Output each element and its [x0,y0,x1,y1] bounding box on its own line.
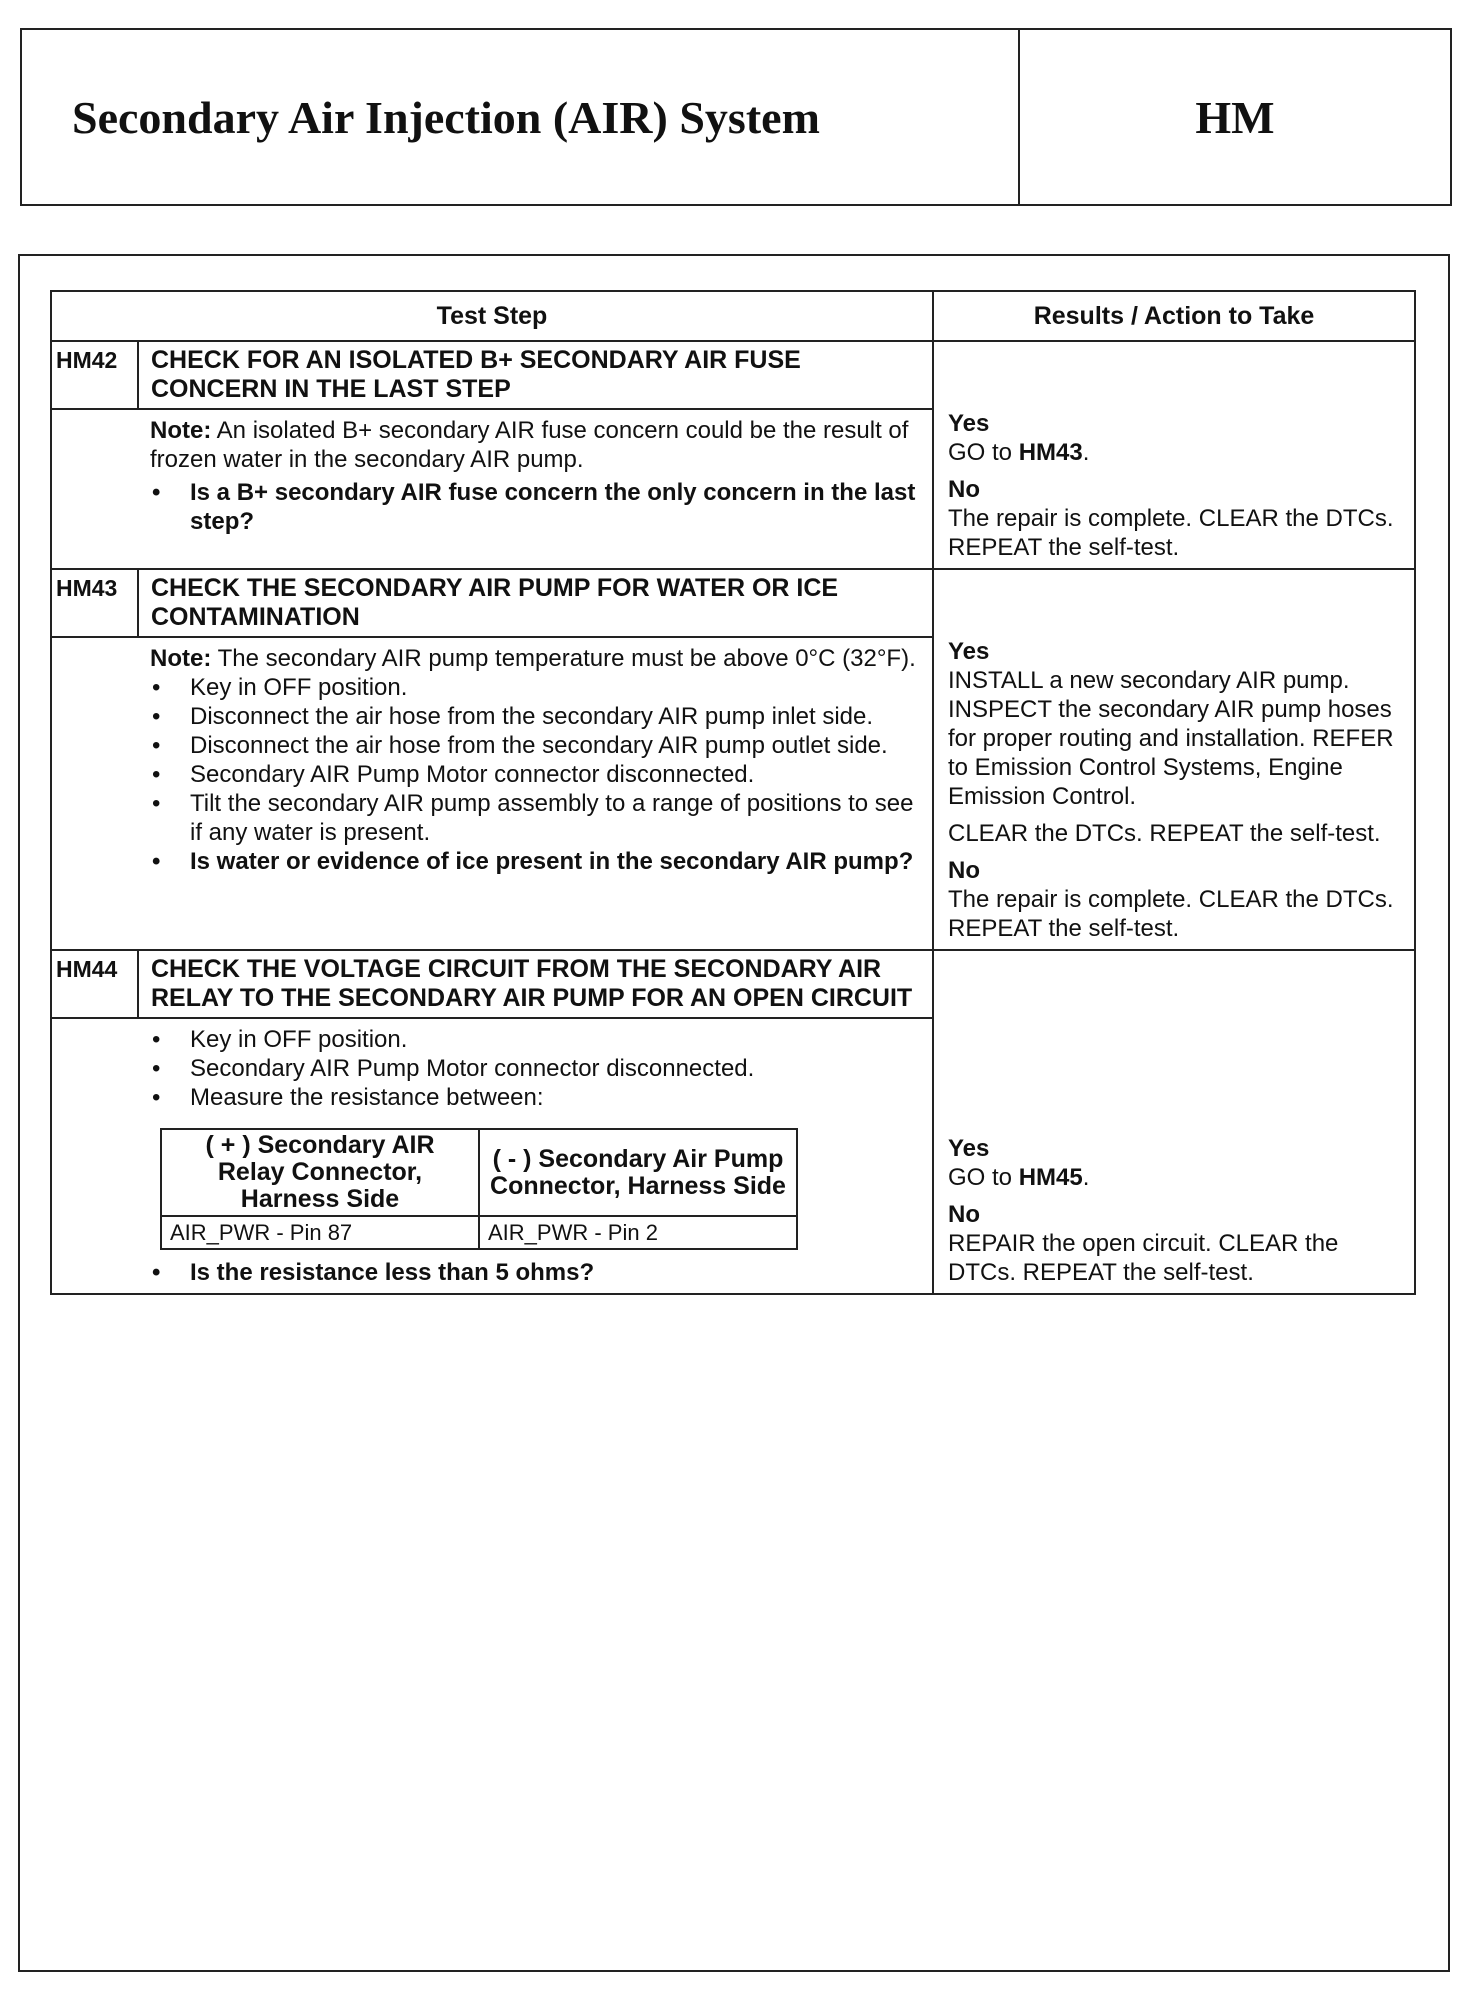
step-body-row [51,409,1415,569]
page-header [20,28,1452,206]
yes-label: Yes [948,410,990,437]
goto-link[interactable]: HM43 [1018,439,1083,466]
diagnostic-table [50,290,1416,1295]
yes-label: Yes [948,1135,990,1162]
results-cell-top [933,950,1415,1018]
table-header-row [51,291,1415,341]
list-item: • Secondary AIR Pump Motor connector disconnected. [150,760,920,789]
step-title: CHECK FOR AN ISOLATED B+ SECONDARY AIR FUSE CONCERN IN THE LAST STEP [138,341,933,409]
list-item: • Secondary AIR Pump Motor connector disconnected. [150,1054,920,1083]
yes-label: Yes [948,638,990,665]
step-body [138,637,933,950]
no-label: No [948,857,980,884]
step-body-row [51,637,1415,950]
yes-text: INSTALL a new secondary AIR pump. INSPECT the secondary AIR pump hoses for proper routing and installation. REFER to Emission Control Systems, Engine Emission Control. [948,667,1394,810]
yes-text-2: CLEAR the DTCs. REPEAT the self-test. [948,820,1381,847]
step-question: • Is a B+ secondary AIR fuse concern the only concern in the last step? [150,478,920,536]
results-cell: Yes GO to HM43. No The repair is complete. CLEAR the DTCs. REPEAT the self-test. [933,409,1415,569]
results-cell: Yes GO to HM45. No REPAIR the open circuit. CLEAR the DTCs. REPEAT the self-test. [933,1018,1415,1294]
no-text: The repair is complete. CLEAR the DTCs. REPEAT the self-test. [948,505,1394,561]
list-item: • Key in OFF position. [150,1025,920,1054]
step-body [138,1018,933,1294]
note-text: The secondary AIR pump temperature must be above 0°C (32°F). [211,645,916,672]
step-title-row [51,341,1415,409]
list-item: • Disconnect the air hose from the secondary AIR pump outlet side. [150,731,920,760]
step-id: HM43 [51,569,138,637]
step-id: HM44 [51,950,138,1018]
list-item: • Key in OFF position. [150,673,920,702]
column-header-test-step: Test Step [51,291,933,341]
goto-link[interactable]: HM45 [1018,1164,1083,1191]
results-cell-top [933,569,1415,637]
column-header-results: Results / Action to Take [933,291,1415,341]
no-text: REPAIR the open circuit. CLEAR the DTCs. REPEAT the self-test. [948,1230,1339,1286]
note-label: Note: [150,645,212,672]
page-title: Secondary Air Injection (AIR) System [22,30,1020,204]
results-cell [933,637,1415,950]
step-body-row [51,1018,1415,1294]
step-body [138,409,933,569]
list-item: • Tilt the secondary AIR pump assembly to a range of positions to see if any water is present. [150,789,920,847]
measurement-table [160,1128,798,1250]
no-label: No [948,1201,980,1228]
step-question: • Is water or evidence of ice present in the secondary AIR pump? [150,847,920,876]
no-text: The repair is complete. CLEAR the DTCs. REPEAT the self-test. [948,886,1394,942]
step-title: CHECK THE VOLTAGE CIRCUIT FROM THE SECONDARY AIR RELAY TO THE SECONDARY AIR PUMP FOR AN OPEN CIRCUIT [138,950,933,1018]
step-title: CHECK THE SECONDARY AIR PUMP FOR WATER OR ICE CONTAMINATION [138,569,933,637]
measurement-header-minus: ( - ) Secondary Air Pump Connector, Harness Side [479,1129,797,1216]
step-title-row [51,950,1415,1018]
list-item: • Measure the resistance between: [150,1083,920,1112]
step-id: HM42 [51,341,138,409]
step-title-row [51,569,1415,637]
measurement-header-plus: ( + ) Secondary AIR Relay Connector, Harness Side [161,1129,479,1216]
results-cell-top [933,341,1415,409]
step-question: • Is the resistance less than 5 ohms? [150,1258,920,1287]
section-code: HM [1195,91,1275,143]
note-text: An isolated B+ secondary AIR fuse concern could be the result of frozen water in the secondary AIR pump. [150,417,909,473]
measurement-value-plus: AIR_PWR - Pin 87 [161,1216,479,1249]
no-label: No [948,476,980,503]
measurement-value-minus: AIR_PWR - Pin 2 [479,1216,797,1249]
list-item: • Disconnect the air hose from the secondary AIR pump inlet side. [150,702,920,731]
note-label: Note: [150,417,212,444]
